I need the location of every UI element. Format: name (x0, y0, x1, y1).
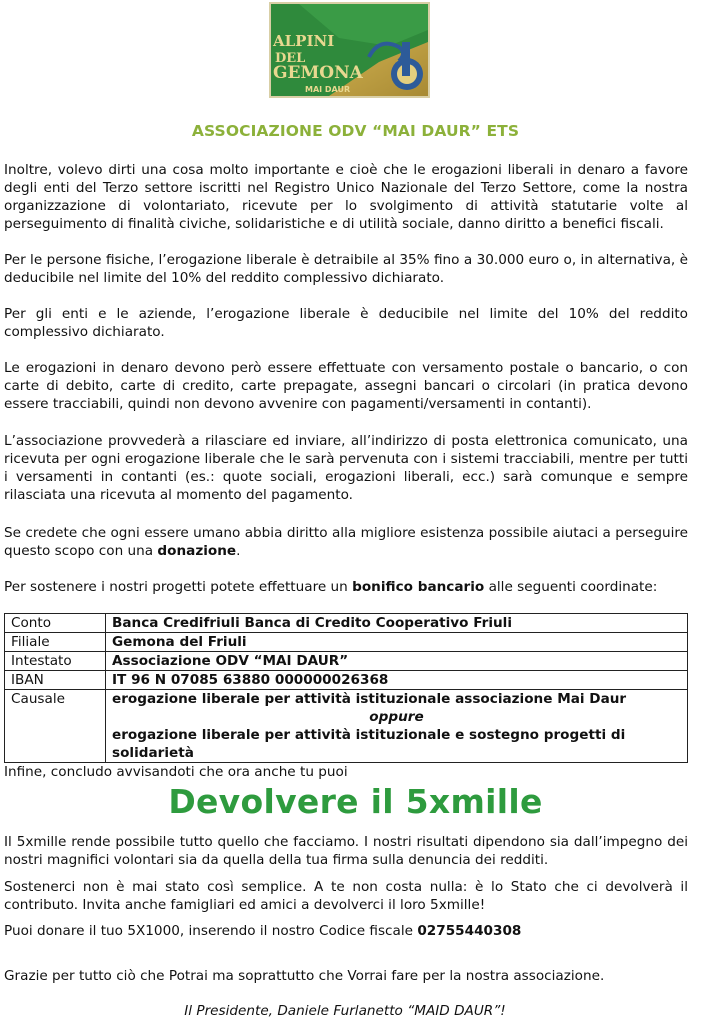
paragraph-tax-benefits: Inoltre, volevo dirti una cosa molto importante e cioè che le erogazioni liberali in denaro a favore degli enti del Terzo settore iscritti nel Registro Unico Nazionale del Terzo Settore, come la nostra organizzazione di volontariato, ricevute per lo svolgimento di attività statutarie volte al perseguimento di finalità civiche, solidaristiche e di utilità sociale, danno diritto a benefici fiscali. (4, 162, 688, 232)
causale-or: oppure (369, 709, 424, 725)
document-title: ASSOCIAZIONE ODV “MAI DAUR” ETS (191, 122, 520, 140)
row-value-conto: Banca Credifriuli Banca di Credito Cooperativo Friuli (106, 614, 688, 633)
paragraph-receipts: L’associazione provvederà a rilasciare ed inviare, all’indirizzo di posta elettronica comunicato, una ricevuta per ogni erogazione liberale che le sarà pervenuta con i sistemi tracciabili, mentre per tutti i versamenti in contanti (es.: quote sociali, erogazioni liberali, ecc.) sarà comunque e sempre rilasciata una ricevuta al momento del pagamento. (4, 433, 688, 503)
paragraph-companies: Per gli enti e le aziende, l’erogazione liberale è deducibile nel limite del 10% del reddito complessivo dichiarato. (4, 306, 688, 340)
row-value-iban: IT 96 N 07085 63880 000000026368 (106, 671, 688, 690)
signature: Il Presidente, Daniele Furlanetto “MAID DAUR”! (184, 1003, 506, 1019)
table-row (5, 671, 688, 690)
row-value-intestato: Associazione ODV “MAI DAUR” (106, 652, 688, 671)
table-row (5, 690, 688, 763)
row-value-causale (106, 690, 688, 763)
table-row (5, 652, 688, 671)
table-row (5, 614, 688, 633)
bank-transfer-end: alle seguenti coordinate: (484, 579, 658, 595)
paragraph-5xmille-intro: Infine, concludo avvisandoti che ora anche tu puoi (4, 764, 348, 780)
logo-text-2: DEL (275, 51, 306, 66)
paragraph-payment-methods: Le erogazioni in denaro devono però essere effettuate con versamento postale o bancario, o con carte di debito, carte di credito, carte prepagate, assegni bancari o circolari (in pratica devono essere tracciabili, quindi non devono avvenire con pagamenti/versamenti in contanti). (4, 360, 688, 412)
table-row (5, 633, 688, 652)
row-label-intestato: Intestato (5, 652, 106, 671)
logo-text-1: ALPINI (273, 32, 335, 50)
fiscal-code-text: Puoi donare il tuo 5X1000, inserendo il nostro Codice fiscale (4, 923, 418, 939)
causale-option-2: erogazione liberale per attività istituzionale e sostegno progetti di solidarietà (112, 727, 626, 761)
association-logo (269, 2, 430, 98)
bank-transfer-text: Per sostenere i nostri progetti potete effettuare un (4, 579, 353, 595)
donation-end: . (236, 543, 241, 559)
paragraph-5xmille-3 (4, 922, 688, 940)
paragraph-5xmille-1: Il 5xmille rende possibile tutto quello che facciamo. I nostri risultati dipendono sia dall’impegno dei nostri magnifici volontari sia da quella della tua firma sulla denuncia dei redditi. (4, 834, 688, 868)
row-label-iban: IBAN (5, 671, 106, 690)
bank-coordinates-table (4, 613, 688, 763)
row-value-filiale: Gemona del Friuli (106, 633, 688, 652)
donation-text: Se credete che ogni essere umano abbia diritto alla migliore esistenza possibile aiutaci a perseguire questo scopo con una (4, 525, 688, 559)
paragraph-5xmille-2: Sostenerci non è mai stato così semplice. A te non costa nulla: è lo Stato che ci devolverà il contributo. Invita anche famigliari ed amici a devolverci il loro 5xmille! (4, 879, 688, 913)
paragraph-donation (4, 524, 688, 560)
row-label-conto: Conto (5, 614, 106, 633)
bank-transfer-bold: bonifico bancario (352, 579, 485, 595)
causale-option-1: erogazione liberale per attività istituzionale associazione Mai Daur (112, 691, 627, 707)
paragraph-thanks: Grazie per tutto ciò che Potrai ma soprattutto che Vorrai fare per la nostra associazione. (4, 968, 605, 984)
five-per-mille-heading: Devolvere il 5xmille (168, 782, 543, 821)
row-label-filiale: Filiale (5, 633, 106, 652)
fiscal-code: 02755440308 (417, 923, 522, 939)
logo-text-3: GEMONA (273, 63, 363, 83)
paragraph-bank-transfer (4, 578, 688, 596)
row-label-causale: Causale (5, 690, 106, 763)
logo-text-4: MAI DAUR (305, 85, 351, 94)
paragraph-individuals: Per le persone fisiche, l’erogazione liberale è detraibile al 35% fino a 30.000 euro o, in alternativa, è deducibile nel limite del 10% del reddito complessivo dichiarato. (4, 252, 688, 286)
donation-bold: donazione (157, 543, 237, 559)
